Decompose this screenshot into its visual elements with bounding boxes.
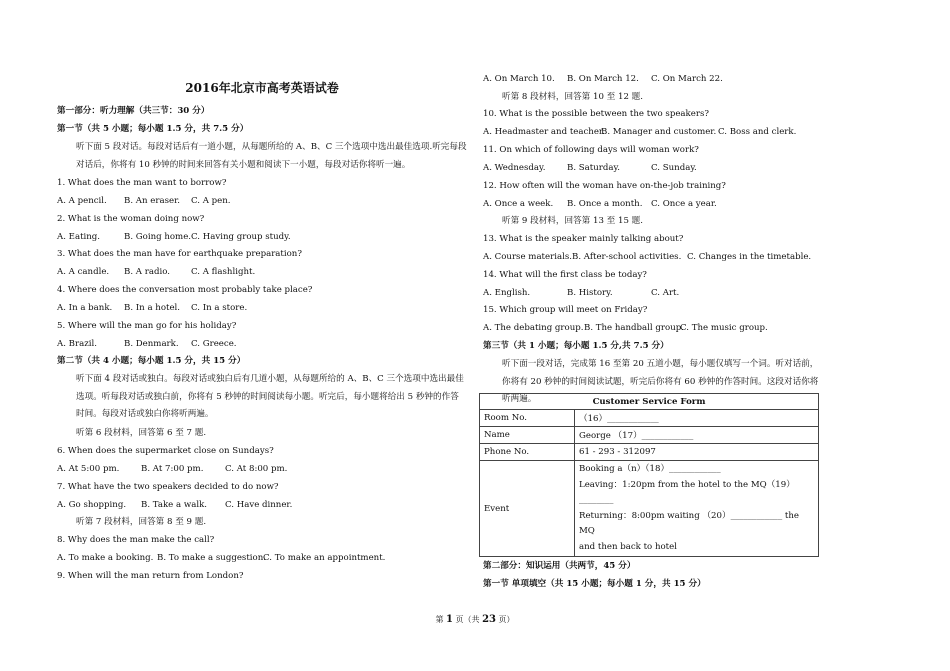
- option-a: A. The debating group.: [483, 323, 584, 333]
- option-b: B. History.: [567, 288, 613, 298]
- question-9: 9. When will the man return from London?: [57, 571, 244, 581]
- option-a: A. At 5:00 pm.: [57, 464, 120, 474]
- option-c: C. At 8:00 pm.: [225, 464, 288, 474]
- option-c: C. Greece.: [191, 339, 237, 349]
- footer-middle: 页（共: [455, 615, 480, 624]
- event-label: Event: [480, 461, 575, 557]
- option-c: C. Once a year.: [651, 199, 717, 209]
- option-b: B. On March 12.: [567, 74, 639, 84]
- option-b: B. In a hotel.: [124, 303, 181, 313]
- question-15-options: [483, 320, 768, 338]
- question-7-options: [57, 497, 292, 515]
- option-c: C. In a store.: [191, 303, 248, 313]
- question-12-options: [483, 196, 717, 214]
- option-b: B. Saturday.: [567, 163, 620, 173]
- option-c: C. A flashlight.: [191, 267, 256, 277]
- question-15: 15. Which group will meet on Friday?: [483, 305, 648, 315]
- page-footer: [0, 614, 950, 625]
- option-c: C. The music group.: [680, 323, 768, 333]
- name-value: George （17）____________: [575, 427, 819, 444]
- option-b: B. After-school activities.: [572, 252, 682, 262]
- footer-suffix: 页）: [498, 615, 515, 624]
- question-5-options: [57, 336, 237, 354]
- question-6-options: [57, 461, 287, 479]
- customer-service-form: [479, 393, 819, 557]
- option-a: A. A candle.: [57, 267, 110, 277]
- question-8: 8. Why does the man make the call?: [57, 535, 215, 545]
- section1-heading: 第一节（共 5 小题；每小题 1.5 分，共 7.5 分）: [57, 124, 249, 134]
- option-b: B. Going home.: [124, 232, 192, 242]
- option-c: C. Have dinner.: [225, 500, 293, 510]
- question-12: 12. How often will the woman have on-the-job training?: [483, 181, 726, 191]
- question-11-options: [483, 160, 697, 178]
- part2-heading: 第二部分：知识运用（共两节，45 分）: [483, 561, 636, 571]
- option-a: A. Go shopping.: [57, 500, 127, 510]
- form-title: Customer Service Form: [480, 394, 819, 410]
- footer-page-number: 1: [446, 614, 453, 625]
- option-b: B. Manager and customer.: [601, 127, 717, 137]
- option-a: A. Once a week.: [483, 199, 554, 209]
- name-label: Name: [480, 427, 575, 444]
- question-6: 6. When does the supermarket close on Sundays?: [57, 446, 274, 456]
- question-5: 5. Where will the man go for his holiday?: [57, 321, 237, 331]
- section3-instructions: 听下面一段对话，完成第 16 至第 20 五道小题，每小题仅填写一个词。听对话前，你将有 20 秒钟的时间阅读试题，听完后你将有 60 秒钟的作答时间。这段对话你将听两遍。: [502, 359, 819, 405]
- option-b: B. A radio.: [124, 267, 170, 277]
- material-9-note: 听第 9 段材料，回答第 13 至 15 题.: [502, 216, 643, 226]
- option-b: B. The handball group.: [584, 323, 684, 333]
- question-4: 4. Where does the conversation most probably take place?: [57, 285, 313, 295]
- question-1: 1. What does the man want to borrow?: [57, 178, 227, 188]
- question-13-options: [483, 249, 811, 267]
- option-a: A. English.: [483, 288, 531, 298]
- option-a: A. A pencil.: [57, 196, 107, 206]
- question-14-options: [483, 285, 679, 303]
- event-details: [575, 461, 819, 557]
- section2-heading: 第二节（共 4 小题；每小题 1.5 分，共 15 分）: [57, 356, 246, 366]
- option-c: C. A pen.: [191, 196, 231, 206]
- question-10-options: [483, 124, 796, 142]
- option-b: B. Denmark.: [124, 339, 179, 349]
- event-line-booking: Booking a（n）（18）____________: [579, 464, 721, 474]
- footer-total-pages: 23: [482, 614, 496, 625]
- option-a: A. On March 10.: [483, 74, 555, 84]
- option-b: B. Take a walk.: [141, 500, 208, 510]
- option-b: B. Once a month.: [567, 199, 643, 209]
- phone-label: Phone No.: [480, 444, 575, 461]
- question-1-options: [57, 193, 231, 211]
- section1-instructions: 听下面 5 段对话。每段对话后有一道小题，从每题所给的 A、B、C 三个选项中选出最佳选项.听完每段对话后，你将有 10 秒钟的时间来回答有关小题和阅读下一小题，每段对话你将听一遍。: [76, 142, 467, 170]
- phone-value: 61 - 293 - 312097: [575, 444, 819, 461]
- question-7: 7. What have the two speakers decided to do now?: [57, 482, 279, 492]
- option-c: C. Having group study.: [191, 232, 291, 242]
- event-line-leaving: Leaving：1:20pm from the hotel to the MQ（19）________: [579, 479, 795, 505]
- question-2-options: [57, 229, 291, 247]
- event-line-returning: Returning：8:00pm waiting （20）____________ the MQ: [579, 510, 799, 536]
- material-7-note: 听第 7 段材料，回答第 8 至 9 题.: [76, 517, 207, 527]
- question-11: 11. On which of following days will woman work?: [483, 145, 699, 155]
- option-c: C. Boss and clerk.: [718, 127, 797, 137]
- room-label: Room No.: [480, 410, 575, 427]
- material-8-note: 听第 8 段材料，回答第 10 至 12 题.: [502, 92, 643, 102]
- question-13: 13. What is the speaker mainly talking about?: [483, 234, 684, 244]
- room-value: （16）____________: [575, 410, 819, 427]
- section3-heading: 第三节（共 1 小题；每小题 1.5 分,共 7.5 分）: [483, 341, 669, 351]
- question-3-options: [57, 264, 255, 282]
- option-b: B. An eraser.: [124, 196, 180, 206]
- material-6-note: 听第 6 段材料，回答第 6 至 7 题.: [76, 428, 207, 438]
- question-4-options: [57, 300, 247, 318]
- section2-instructions: 听下面 4 段对话或独白。每段对话或独白后有几道小题，从每题所给的 A、B、C 三个选项中选出最佳选项。听每段对话或独白前，你将有 5 秒钟的时间阅读每小题。听完后，每小题将给出 5 秒钟的作答时间。每段对话或独白你将听两遍。: [76, 374, 464, 420]
- option-c: C. To make an appointment.: [263, 553, 386, 563]
- page-title: 2016年北京市高考英语试卷: [185, 81, 339, 95]
- question-8-options: [57, 550, 385, 568]
- option-a: A. Wednesday.: [483, 163, 546, 173]
- option-a: A. Headmaster and teacher.: [483, 127, 605, 137]
- option-a: A. Course materials.: [483, 252, 572, 262]
- option-b: B. At 7:00 pm.: [141, 464, 204, 474]
- part2-section1-heading: 第一节 单项填空（共 15 小题；每小题 1 分，共 15 分）: [483, 579, 706, 589]
- option-a: A. Brazil.: [57, 339, 97, 349]
- question-2: 2. What is the woman doing now?: [57, 214, 205, 224]
- option-a: A. In a bank.: [57, 303, 113, 313]
- option-c: C. On March 22.: [651, 74, 723, 84]
- question-10: 10. What is the possible between the two speakers?: [483, 109, 709, 119]
- option-a: A. To make a booking.: [57, 553, 154, 563]
- option-c: C. Sunday.: [651, 163, 697, 173]
- option-c: C. Changes in the timetable.: [687, 252, 812, 262]
- part1-heading: 第一部分：听力理解（共三节：30 分）: [57, 106, 210, 116]
- question-9-options: [483, 71, 723, 89]
- question-14: 14. What will the first class be today?: [483, 270, 647, 280]
- question-3: 3. What does the man have for earthquake preparation?: [57, 249, 302, 259]
- option-b: B. To make a suggestion.: [157, 553, 266, 563]
- option-c: C. Art.: [651, 288, 680, 298]
- event-line-back: and then back to hotel: [579, 541, 677, 552]
- footer-prefix: 第: [435, 615, 444, 624]
- option-a: A. Eating.: [57, 232, 101, 242]
